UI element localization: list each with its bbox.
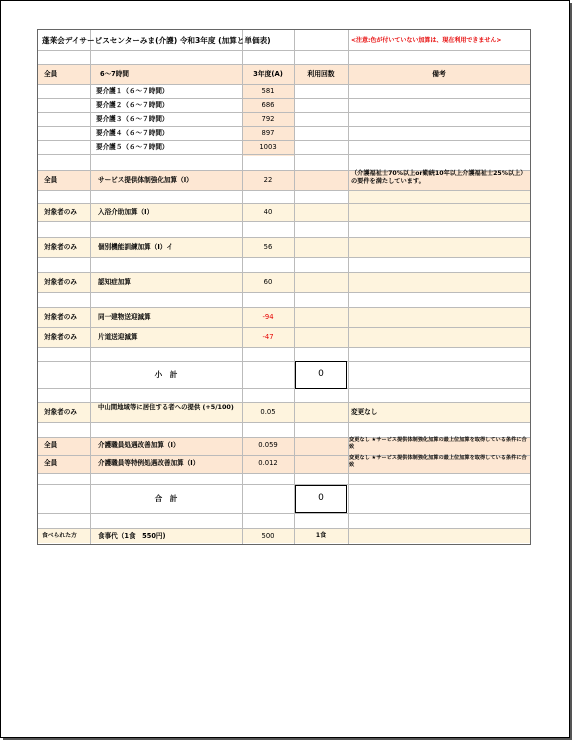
header-usage: 利用回数	[307, 70, 335, 78]
care-level-value: 581	[261, 87, 275, 95]
care-level-label: 要介護５（６～７時間）	[96, 143, 169, 151]
care-level-value: 897	[261, 129, 275, 137]
meal-count: 1食	[315, 532, 327, 539]
addition-name: 片道送迎減算	[98, 333, 138, 341]
care-level-label: 要介護３（６～７時間）	[96, 115, 169, 123]
subtotal-box: 0	[295, 361, 347, 389]
mountain-note: 変更なし	[351, 408, 378, 416]
rate-table	[37, 29, 531, 545]
page-title: 蓬莱会デイサービスセンターみま(介護) 令和3年度 (加算と単価表)	[42, 36, 271, 45]
staff-value: 0.059	[258, 441, 278, 449]
care-level-label: 要介護１（６～７時間）	[96, 87, 169, 95]
addition-note: （介護福祉士70%以上or勤続10年以上介護福祉士25%以上）の要件を満たしています。	[351, 170, 527, 185]
mountain-value: 0.05	[260, 408, 276, 416]
mountain-target: 対象者のみ	[44, 408, 77, 416]
addition-target: 対象者のみ	[44, 208, 77, 216]
addition-name: 認知症加算	[98, 278, 131, 286]
header-rate: 3年度(A)	[253, 70, 283, 78]
addition-name: サービス提供体制強化加算（Ⅰ）	[98, 176, 193, 184]
addition-value: -94	[262, 313, 274, 321]
staff-note: 変更なし ★サービス提供体制強化加算の最上位加算を取得している条件に合致	[349, 437, 527, 450]
staff-name: 介護職員処遇改善加算（Ⅰ）	[98, 441, 180, 449]
header-duration: 6～7時間	[100, 70, 129, 78]
addition-value: 60	[263, 278, 273, 286]
addition-name: 同一建物送迎減算	[98, 313, 151, 321]
staff-name: 介護職員等特例処遇改善加算（Ⅰ）	[98, 459, 200, 467]
service-note-bg	[348, 190, 530, 204]
staff-target: 全員	[44, 441, 58, 449]
staff-note: 変更なし ★サービス提供体制強化加算の最上位加算を取得している条件に合致	[349, 455, 527, 468]
addition-target: 対象者のみ	[44, 243, 77, 251]
addition-value: 56	[263, 243, 273, 251]
addition-name: 入浴介助加算（Ⅰ）	[98, 208, 154, 216]
addition-target: 全員	[44, 176, 58, 184]
addition-value: 40	[263, 208, 273, 216]
meal-name: 食事代（1食 550円)	[98, 532, 166, 540]
care-level-value: 1003	[259, 143, 277, 151]
care-level-label: 要介護２（６～７時間）	[96, 101, 169, 109]
addition-value: 22	[263, 176, 273, 184]
care-level-value: 792	[261, 115, 275, 123]
care-level-value: 686	[261, 101, 275, 109]
total-box: 0	[295, 485, 347, 513]
care-level-label: 要介護４（６～７時間）	[96, 129, 169, 137]
addition-target: 対象者のみ	[44, 278, 77, 286]
header-target: 全員	[44, 70, 58, 78]
addition-name: 個別機能訓練加算（Ⅰ）イ	[98, 243, 173, 251]
staff-value: 0.012	[258, 459, 278, 467]
staff-target: 全員	[44, 459, 58, 467]
meal-value: 500	[261, 532, 275, 540]
meal-target: 食べられた方	[42, 533, 77, 539]
addition-value: -47	[262, 333, 274, 341]
mountain-name: 中山間地域等に居住する者への提供 (+5/100)	[98, 403, 234, 411]
total-label: 合 計	[154, 494, 178, 503]
addition-target: 対象者のみ	[44, 333, 77, 341]
addition-target: 対象者のみ	[44, 313, 77, 321]
header-remarks: 備考	[432, 70, 446, 78]
notice-text: <注意:色が付いていない加算は、現在利用できません>	[351, 37, 502, 44]
subtotal-label: 小 計	[154, 370, 178, 379]
